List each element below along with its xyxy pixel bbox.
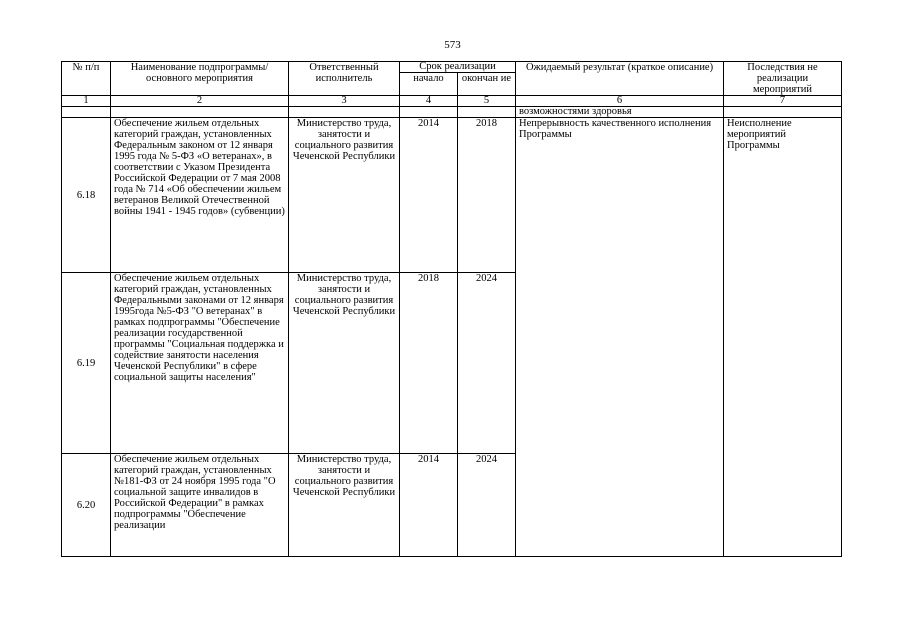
header-num: № п/п (62, 62, 111, 96)
row-number: 6.18 (62, 118, 111, 273)
header-result: Ожидаемый результат (краткое описание) (516, 62, 724, 96)
header-start: начало (400, 73, 458, 96)
column-number: 7 (724, 96, 842, 107)
row-number: 6.20 (62, 454, 111, 557)
column-numbers-row (62, 96, 842, 107)
header-consequences: Последствия не реализации мероприятий (724, 62, 842, 96)
row-number: 6.19 (62, 273, 111, 454)
header-period: Срок реализации (400, 62, 516, 73)
table-row (62, 118, 842, 273)
row-end: 2024 (458, 273, 516, 454)
column-number: 2 (111, 96, 289, 107)
header-row (62, 62, 842, 73)
row-end: 2024 (458, 454, 516, 557)
row-result: Непрерывность качественного исполнения Программы (516, 118, 724, 557)
row-start: 2018 (400, 273, 458, 454)
continuation-row (62, 107, 842, 118)
continuation-text: возможностями здоровья (516, 107, 724, 118)
program-table (61, 61, 842, 557)
row-start: 2014 (400, 454, 458, 557)
column-number: 4 (400, 96, 458, 107)
column-number: 5 (458, 96, 516, 107)
row-consequences: Неисполнение мероприятий Программы (724, 118, 842, 557)
row-responsible: Министерство труда, занятости и социального развития Чеченской Республики (289, 454, 400, 557)
row-name: Обеспечение жильем отдельных категорий граждан, установленных №181-ФЗ от 24 ноября 1995 года "О социальной защите инвалидов в Российской Федерации" в рамках подпрограммы "Обеспечение реализации (111, 454, 289, 557)
column-number: 1 (62, 96, 111, 107)
column-number: 3 (289, 96, 400, 107)
header-responsible: Ответственный исполнитель (289, 62, 400, 96)
row-responsible: Министерство труда, занятости и социального развития Чеченской Республики (289, 118, 400, 273)
row-name: Обеспечение жильем отдельных категорий граждан, установленных Федеральным законом от 12 января 1995 года № 5-ФЗ «О ветеранах», в соответствии с Указом Президента Российской Федерации от 7 мая 2008 года № 714 «Об обеспечении жильем ветеранов Великой Отечественной войны 1941 - 1945 годов» (субвенции) (111, 118, 289, 273)
row-end: 2018 (458, 118, 516, 273)
row-start: 2014 (400, 118, 458, 273)
page-number: 573 (444, 39, 461, 51)
row-name: Обеспечение жильем отдельных категорий граждан, установленных Федеральными законами от 12 января 1995года №5-ФЗ "О ветеранах" в рамках подпрограммы "Обеспечение реализации государственной программы "Социальная поддержка и содействие занятости населения Чеченской Республики" в сфере социальной защиты населения" (111, 273, 289, 454)
row-responsible: Министерство труда, занятости и социального развития Чеченской Республики (289, 273, 400, 454)
header-end: окончан ие (458, 73, 516, 96)
header-name: Наименование подпрограммы/ основного мероприятия (111, 62, 289, 96)
column-number: 6 (516, 96, 724, 107)
